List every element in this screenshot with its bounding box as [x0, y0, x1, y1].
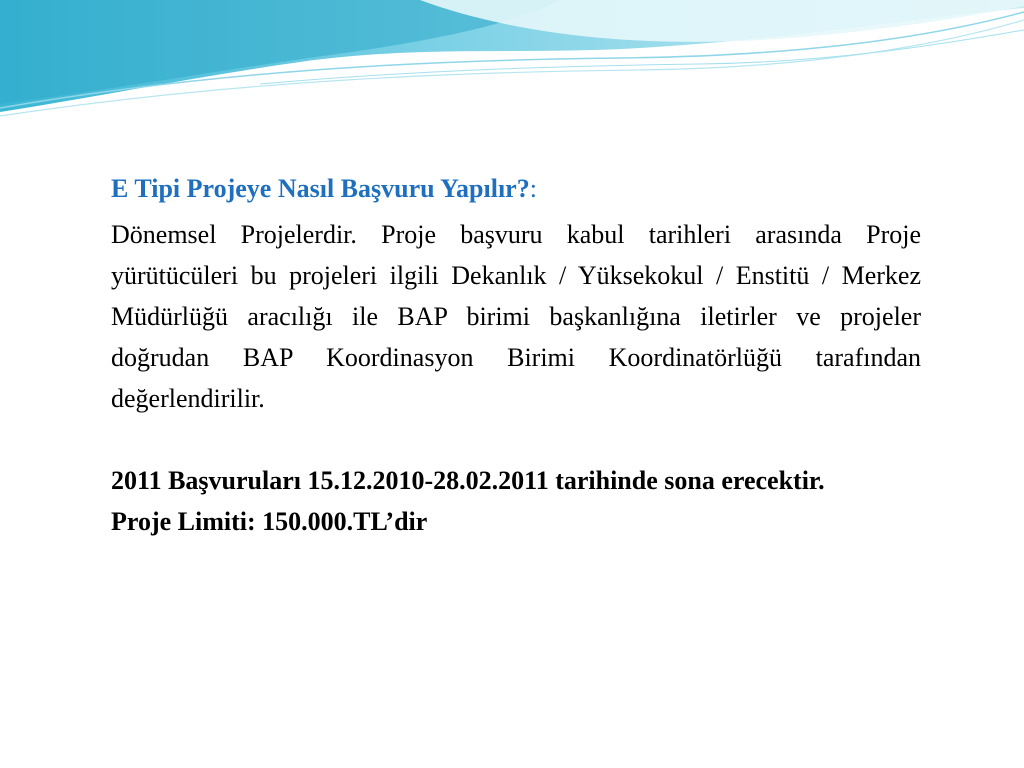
title-colon: :: [529, 174, 537, 203]
title-text: E Tipi Projeye Nasıl Başvuru Yapılır?: [111, 174, 530, 203]
decorative-wave-header: [0, 0, 1024, 130]
budget-limit-text: Proje Limiti: 150.000.TL’dir: [111, 507, 428, 536]
description-paragraph: Dönemsel Projelerdir. Proje başvuru kabul tarihleri arasında Proje yürütücüleri bu projeleri ilgili Dekanlık / Yüksekokul / Enstitü / Merkez Müdürlüğü aracılığı ile BAP birimi başkanlığına iletirler ve projeler doğrudan BAP Koordinasyon Birimi Koordinatörlüğü tarafından değerlendirilir.: [111, 220, 921, 413]
deadline-text: 2011 Başvuruları 15.12.2010-28.02.2011 tarihinde sona erecektir.: [111, 466, 825, 495]
paragraph-spacer: [111, 419, 921, 460]
slide-content: [111, 170, 921, 542]
slide-title: [111, 170, 921, 208]
